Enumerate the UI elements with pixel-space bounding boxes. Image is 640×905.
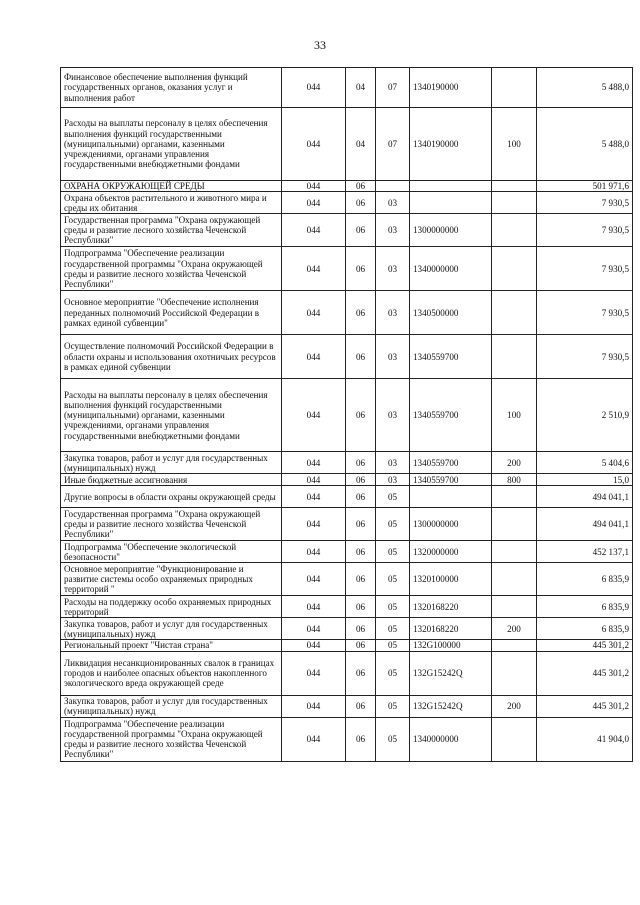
row-subsection-cell: 05 <box>376 717 410 761</box>
row-name-cell: Государственная программа "Охрана окружающей среды и развитие лесного хозяйства Чеченской Республики" <box>61 214 282 247</box>
row-expense-type-cell <box>492 486 537 508</box>
row-section-cell: 06 <box>346 192 376 214</box>
row-subsection-cell <box>376 181 410 192</box>
row-amount-cell: 494 041,1 <box>537 508 633 541</box>
row-target-article-cell: 132G15242Q <box>410 651 492 695</box>
row-amount-cell: 452 137,1 <box>537 541 633 563</box>
row-name-cell: Иные бюджетные ассигнования <box>61 474 282 486</box>
row-target-article-cell: 1320168220 <box>410 596 492 618</box>
row-name-cell: Охрана объектов растительного и животного мира и среды их обитания <box>61 192 282 214</box>
row-amount-cell: 7 930,5 <box>537 214 633 247</box>
row-grbs-cell: 044 <box>282 717 346 761</box>
row-target-article-cell: 132G15242Q <box>410 695 492 717</box>
row-grbs-cell: 044 <box>282 508 346 541</box>
row-section-cell: 06 <box>346 651 376 695</box>
row-amount-cell: 2 510,9 <box>537 379 633 452</box>
row-grbs-cell: 044 <box>282 452 346 474</box>
row-expense-type-cell: 200 <box>492 695 537 717</box>
row-amount-cell: 5 488,0 <box>537 68 633 108</box>
row-name-cell: Основное мероприятие "Функционирование и развитие системы особо охраняемых природных территорий " <box>61 563 282 596</box>
row-target-article-cell: 1340190000 <box>410 108 492 181</box>
row-expense-type-cell: 200 <box>492 618 537 640</box>
table-row <box>61 640 633 651</box>
row-amount-cell: 15,0 <box>537 474 633 486</box>
row-grbs-cell: 044 <box>282 618 346 640</box>
row-amount-cell: 445 301,2 <box>537 651 633 695</box>
row-target-article-cell: 1340000000 <box>410 247 492 291</box>
row-target-article-cell: 1340000000 <box>410 717 492 761</box>
table-row <box>61 108 633 181</box>
row-name-cell: Подпрограмма "Обеспечение реализации государственной программы "Охрана окружающей среды и развитие лесного хозяйства Чеченской Республики" <box>61 247 282 291</box>
table-row <box>61 563 633 596</box>
row-name-cell: Осуществление полномочий Российской Федерации в области охраны и использования охотничьих ресурсов в рамках единой субвенции <box>61 335 282 379</box>
row-amount-cell: 494 041,1 <box>537 486 633 508</box>
row-expense-type-cell <box>492 181 537 192</box>
row-target-article-cell: 1340559700 <box>410 379 492 452</box>
row-expense-type-cell <box>492 640 537 651</box>
row-expense-type-cell <box>492 247 537 291</box>
row-section-cell: 06 <box>346 486 376 508</box>
table-row <box>61 596 633 618</box>
row-name-cell: Другие вопросы в области охраны окружающей среды <box>61 486 282 508</box>
row-amount-cell: 501 971,6 <box>537 181 633 192</box>
row-grbs-cell: 044 <box>282 596 346 618</box>
row-name-cell: Расходы на поддержку особо охраняемых природных территорий <box>61 596 282 618</box>
row-amount-cell: 5 404,6 <box>537 452 633 474</box>
table-row <box>61 379 633 452</box>
row-target-article-cell: 1340190000 <box>410 68 492 108</box>
row-target-article-cell <box>410 181 492 192</box>
row-subsection-cell: 05 <box>376 486 410 508</box>
table-row <box>61 214 633 247</box>
row-grbs-cell: 044 <box>282 214 346 247</box>
row-subsection-cell: 03 <box>376 192 410 214</box>
row-grbs-cell: 044 <box>282 192 346 214</box>
table-row <box>61 618 633 640</box>
row-subsection-cell: 05 <box>376 651 410 695</box>
table-row <box>61 541 633 563</box>
row-subsection-cell: 07 <box>376 68 410 108</box>
row-subsection-cell: 05 <box>376 695 410 717</box>
table-row <box>61 486 633 508</box>
row-section-cell: 06 <box>346 335 376 379</box>
row-expense-type-cell <box>492 541 537 563</box>
row-grbs-cell: 044 <box>282 651 346 695</box>
row-grbs-cell: 044 <box>282 563 346 596</box>
row-section-cell: 06 <box>346 291 376 335</box>
row-section-cell: 04 <box>346 68 376 108</box>
row-subsection-cell: 03 <box>376 214 410 247</box>
row-expense-type-cell: 200 <box>492 452 537 474</box>
row-subsection-cell: 03 <box>376 247 410 291</box>
row-section-cell: 06 <box>346 508 376 541</box>
row-target-article-cell: 1340559700 <box>410 335 492 379</box>
row-section-cell: 06 <box>346 247 376 291</box>
row-section-cell: 06 <box>346 596 376 618</box>
table-row <box>61 247 633 291</box>
row-amount-cell: 6 835,9 <box>537 596 633 618</box>
table-row <box>61 68 633 108</box>
row-target-article-cell: 1340559700 <box>410 452 492 474</box>
row-subsection-cell: 05 <box>376 563 410 596</box>
row-grbs-cell: 044 <box>282 181 346 192</box>
row-amount-cell: 6 835,9 <box>537 618 633 640</box>
row-name-cell: Государственная программа "Охрана окружающей среды и развитие лесного хозяйства Чеченской Республики" <box>61 508 282 541</box>
row-grbs-cell: 044 <box>282 108 346 181</box>
row-section-cell: 06 <box>346 717 376 761</box>
row-amount-cell: 41 904,0 <box>537 717 633 761</box>
row-name-cell: Основное мероприятие "Обеспечение исполнения переданных полномочий Российской Федерации в рамках единой субвенции" <box>61 291 282 335</box>
row-amount-cell: 7 930,5 <box>537 192 633 214</box>
row-name-cell: Закупка товаров, работ и услуг для государственных (муниципальных) нужд <box>61 452 282 474</box>
row-expense-type-cell: 100 <box>492 108 537 181</box>
row-section-cell: 06 <box>346 695 376 717</box>
row-grbs-cell: 044 <box>282 486 346 508</box>
row-target-article-cell <box>410 192 492 214</box>
row-expense-type-cell <box>492 291 537 335</box>
row-grbs-cell: 044 <box>282 68 346 108</box>
row-grbs-cell: 044 <box>282 695 346 717</box>
row-name-cell: Закупка товаров, работ и услуг для государственных (муниципальных) нужд <box>61 618 282 640</box>
row-expense-type-cell <box>492 335 537 379</box>
row-section-cell: 06 <box>346 618 376 640</box>
row-subsection-cell: 05 <box>376 618 410 640</box>
row-grbs-cell: 044 <box>282 474 346 486</box>
row-expense-type-cell <box>492 68 537 108</box>
row-name-cell: Расходы на выплаты персоналу в целях обеспечения выполнения функций государственными (муниципальными) органами, казенными учреждениями, органами управления государственными внебюджетными фондами <box>61 379 282 452</box>
budget-table <box>60 67 633 762</box>
table-row <box>61 181 633 192</box>
row-subsection-cell: 05 <box>376 541 410 563</box>
row-section-cell: 06 <box>346 541 376 563</box>
row-subsection-cell: 03 <box>376 335 410 379</box>
row-name-cell: Региональный проект "Чистая страна" <box>61 640 282 651</box>
row-expense-type-cell: 100 <box>492 379 537 452</box>
row-amount-cell: 6 835,9 <box>537 563 633 596</box>
row-section-cell: 06 <box>346 181 376 192</box>
row-name-cell: Подпрограмма "Обеспечение экологической безопасности" <box>61 541 282 563</box>
row-grbs-cell: 044 <box>282 247 346 291</box>
row-subsection-cell: 05 <box>376 640 410 651</box>
row-name-cell: Закупка товаров, работ и услуг для государственных (муниципальных) нужд <box>61 695 282 717</box>
row-expense-type-cell <box>492 508 537 541</box>
table-row <box>61 717 633 761</box>
row-name-cell: ОХРАНА ОКРУЖАЮЩЕЙ СРЕДЫ <box>61 181 282 192</box>
row-target-article-cell: 1300000000 <box>410 214 492 247</box>
row-expense-type-cell: 800 <box>492 474 537 486</box>
row-grbs-cell: 044 <box>282 541 346 563</box>
table-row <box>61 192 633 214</box>
row-target-article-cell: 1340559700 <box>410 474 492 486</box>
row-section-cell: 06 <box>346 474 376 486</box>
row-grbs-cell: 044 <box>282 379 346 452</box>
row-subsection-cell: 05 <box>376 508 410 541</box>
table-row <box>61 695 633 717</box>
row-subsection-cell: 03 <box>376 474 410 486</box>
row-expense-type-cell <box>492 192 537 214</box>
table-row <box>61 474 633 486</box>
row-subsection-cell: 03 <box>376 452 410 474</box>
row-expense-type-cell <box>492 596 537 618</box>
row-section-cell: 06 <box>346 640 376 651</box>
row-target-article-cell: 1300000000 <box>410 508 492 541</box>
row-target-article-cell <box>410 486 492 508</box>
row-subsection-cell: 05 <box>376 596 410 618</box>
row-section-cell: 06 <box>346 452 376 474</box>
row-grbs-cell: 044 <box>282 335 346 379</box>
row-amount-cell: 445 301,2 <box>537 640 633 651</box>
row-amount-cell: 7 930,5 <box>537 291 633 335</box>
row-target-article-cell: 132G100000 <box>410 640 492 651</box>
row-target-article-cell: 1340500000 <box>410 291 492 335</box>
row-subsection-cell: 03 <box>376 379 410 452</box>
table-row <box>61 651 633 695</box>
page-number: 33 <box>314 38 326 52</box>
row-subsection-cell: 07 <box>376 108 410 181</box>
row-subsection-cell: 03 <box>376 291 410 335</box>
row-target-article-cell: 1320100000 <box>410 563 492 596</box>
row-name-cell: Ликвидация несанкционированных свалок в границах городов и наиболее опасных объектов накопленного экологического вреда окружающей среде <box>61 651 282 695</box>
row-name-cell: Финансовое обеспечение выполнения функций государственных органов, оказания услуг и выполнения работ <box>61 68 282 108</box>
row-grbs-cell: 044 <box>282 291 346 335</box>
row-amount-cell: 445 301,2 <box>537 695 633 717</box>
table-row <box>61 335 633 379</box>
row-section-cell: 06 <box>346 563 376 596</box>
row-grbs-cell: 044 <box>282 640 346 651</box>
table-row <box>61 452 633 474</box>
row-amount-cell: 5 488,0 <box>537 108 633 181</box>
row-target-article-cell: 1320168220 <box>410 618 492 640</box>
row-name-cell: Расходы на выплаты персоналу в целях обеспечения выполнения функций государственными (муниципальными) органами, казенными учреждениями, органами управления государственными внебюджетными фондами <box>61 108 282 181</box>
row-amount-cell: 7 930,5 <box>537 247 633 291</box>
row-section-cell: 06 <box>346 214 376 247</box>
row-amount-cell: 7 930,5 <box>537 335 633 379</box>
row-target-article-cell: 1320000000 <box>410 541 492 563</box>
row-section-cell: 06 <box>346 379 376 452</box>
row-expense-type-cell <box>492 651 537 695</box>
row-name-cell: Подпрограмма "Обеспечение реализации государственной программы "Охрана окружающей среды и развитие лесного хозяйства Чеченской Республики" <box>61 717 282 761</box>
row-section-cell: 04 <box>346 108 376 181</box>
row-expense-type-cell <box>492 214 537 247</box>
table-row <box>61 508 633 541</box>
budget-table-body <box>61 68 633 762</box>
row-expense-type-cell <box>492 717 537 761</box>
row-expense-type-cell <box>492 563 537 596</box>
table-row <box>61 291 633 335</box>
